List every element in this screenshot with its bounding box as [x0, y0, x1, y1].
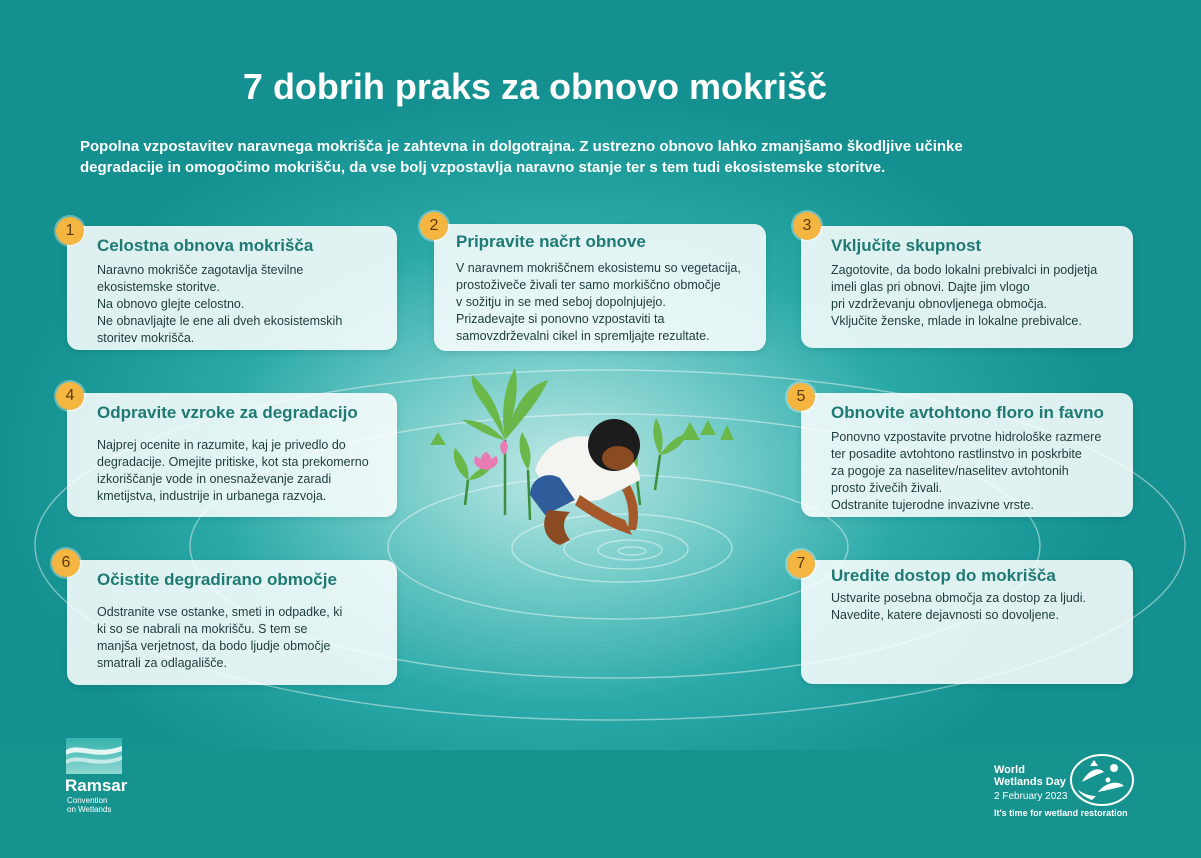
description-line: izkoriščanje vode in onesnaževanje zaradi	[97, 472, 332, 486]
person-planting-illustration	[530, 419, 640, 545]
intro-line: Popolna vzpostavitev naravnega mokrišča je zahtevna in dolgotrajna. Z ustrezno obnovo lahko zmanjšamo škodljive učinke	[80, 138, 963, 155]
description-line: samovzdrževalni cikel in spremljajte rezultate.	[456, 329, 710, 343]
practice-number-badge: 1	[56, 217, 84, 245]
practice-number-badge: 3	[793, 212, 821, 240]
description-line: Ustvarite posebna območja za dostop za ljudi.	[831, 591, 1087, 605]
practice-number-badge: 5	[787, 383, 815, 411]
practice-title: Pripravite načrt obnove	[456, 232, 646, 251]
practice-description	[831, 429, 1123, 514]
practice-title: Obnovite avtohtono floro in favno	[831, 403, 1104, 422]
description-line: ter posadite avtohtono rastlinstvo in poskrbite	[831, 447, 1082, 461]
intro-line: degradacije in omogočimo mokrišču, da vse bolj vzpostavlja naravno stanje ter s tem tudi ekosistemske storitve.	[80, 159, 886, 176]
ramsar-logo	[66, 738, 126, 820]
practice-card-2	[434, 224, 766, 351]
description-line: degradacije. Omejite pritiske, kot sta prekomerno	[97, 455, 369, 469]
description-line: manjša verjetnost, da bodo ljudje območje	[97, 639, 331, 653]
description-line: Ne obnavljajte le ene ali dveh ekosistemskih	[97, 314, 343, 328]
practice-title: Očistite degradirano območje	[97, 570, 337, 589]
description-line: Naravno mokrišče zagotavlja številne	[97, 263, 304, 277]
description-line: storitev mokrišča.	[97, 331, 195, 345]
description-line: Zagotovite, da bodo lokalni prebivalci in podjetja	[831, 263, 1098, 277]
practice-title: Uredite dostop do mokrišča	[831, 566, 1056, 585]
description-line: ki so se nabrali na mokrišču. S tem se	[97, 622, 308, 636]
description-line: Najprej ocenite in razumite, kaj je privedlo do	[97, 438, 346, 452]
ramsar-name: Ramsar	[65, 776, 128, 795]
practice-card-6	[67, 560, 397, 685]
description-line: ekosistemske storitve.	[97, 280, 220, 294]
practice-description	[831, 590, 1123, 624]
description-line: v sožitju in se med seboj dopolnjujejo.	[456, 295, 666, 309]
wwd-date: 2 February 2023	[994, 791, 1068, 802]
ramsar-sub: Convention	[67, 796, 108, 805]
description-line: Vključite ženske, mlade in lokalne prebivalce.	[831, 314, 1082, 328]
description-line: Odstranite vse ostanke, smeti in odpadke, ki	[97, 605, 343, 619]
ramsar-wave-icon	[66, 738, 122, 774]
practice-number-badge: 2	[420, 212, 448, 240]
practice-title: Vključite skupnost	[831, 236, 982, 255]
practice-card-7	[801, 560, 1133, 684]
practice-description	[97, 604, 387, 672]
description-line: Na obnovo glejte celostno.	[97, 297, 245, 311]
wwd-title-line: World	[994, 764, 1025, 776]
wwd-title-line: Wetlands Day	[994, 776, 1066, 788]
description-line: za pogoje za naselitev/naselitev avtohtonih	[831, 464, 1069, 478]
practice-description	[456, 260, 756, 345]
practice-description	[831, 262, 1123, 330]
description-line: V naravnem mokriščnem ekosistemu so vegetacija,	[456, 261, 741, 275]
description-line: Prizadevajte si ponovno vzpostaviti ta	[456, 312, 665, 326]
practice-description	[97, 437, 387, 505]
practice-card-4	[67, 393, 397, 517]
description-line: smatrali za odlagališče.	[97, 656, 227, 670]
description-line: Ponovno vzpostavite prvotne hidrološke razmere	[831, 430, 1102, 444]
practice-card-1	[67, 226, 397, 350]
practice-description	[97, 262, 387, 347]
practice-title: Odpravite vzroke za degradacijo	[97, 403, 358, 422]
practice-title: Celostna obnova mokrišča	[97, 236, 314, 255]
ramsar-sub: on Wetlands	[67, 805, 112, 814]
description-line: pri vzdrževanju obnovljenega območja.	[831, 297, 1048, 311]
wetlands-emblem-icon	[1068, 752, 1136, 808]
description-line: Navedite, katere dejavnosti so dovoljene.	[831, 608, 1059, 622]
practice-card-3	[801, 226, 1133, 348]
practice-card-5	[801, 393, 1133, 517]
description-line: prostoživeče živali ter samo morkiščno območje	[456, 278, 721, 292]
intro-paragraph	[80, 136, 1080, 178]
page-title: 7 dobrih praks za obnovo mokrišč	[242, 66, 828, 107]
description-line: prosto živečih živali.	[831, 481, 943, 495]
practice-number-badge: 4	[56, 382, 84, 410]
practice-number-badge: 6	[52, 549, 80, 577]
wwd-slogan: It's time for wetland restoration	[994, 808, 1128, 818]
description-line: kmetijstva, industrije in urbanega razvoja.	[97, 489, 327, 503]
description-line: imeli glas pri obnovi. Dajte jim vlogo	[831, 280, 1030, 294]
description-line: Odstranite tujerodne invazivne vrste.	[831, 498, 1034, 512]
practice-number-badge: 7	[787, 550, 815, 578]
